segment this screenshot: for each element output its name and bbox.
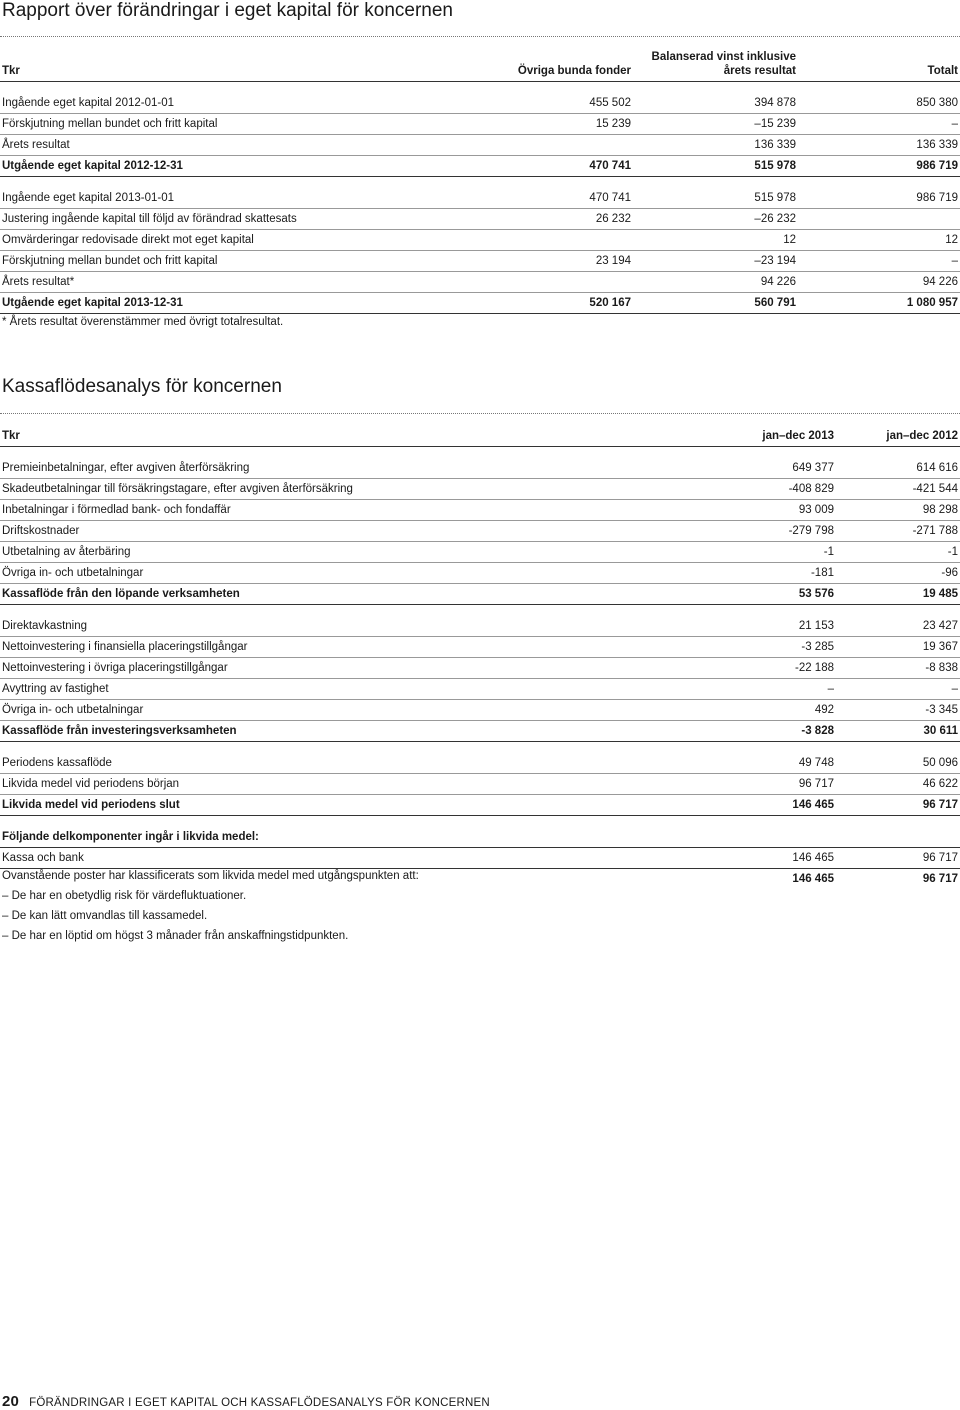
cashflow-note-item: – De har en löptid om högst 3 månader från anskaffningstidpunkten. bbox=[2, 930, 349, 942]
table-row bbox=[0, 563, 960, 584]
cashflow-header-col2: jan–dec 2012 bbox=[836, 426, 960, 447]
spacer-row bbox=[0, 742, 960, 754]
cell-value: 492 bbox=[600, 700, 836, 721]
row-label: Utbetalning av återbäring bbox=[0, 542, 600, 563]
row-label: Utgående eget kapital 2013-12-31 bbox=[0, 293, 470, 314]
cell-value: 136 339 bbox=[633, 135, 798, 156]
cell-value: 15 239 bbox=[470, 114, 633, 135]
cell-value: – bbox=[836, 679, 960, 700]
equity-header-col2 bbox=[633, 48, 798, 82]
cell-value: 96 717 bbox=[836, 848, 960, 869]
cell-value: 49 748 bbox=[600, 753, 836, 774]
row-label: Nettoinvestering i finansiella placeringstillgångar bbox=[0, 637, 600, 658]
table-row bbox=[0, 521, 960, 542]
row-label: Förskjutning mellan bundet och fritt kapital bbox=[0, 251, 470, 272]
row-label: Justering ingående kapital till följd av förändrad skattesats bbox=[0, 209, 470, 230]
cashflow-header-tkr: Tkr bbox=[0, 426, 600, 447]
cell-value: 96 717 bbox=[600, 774, 836, 795]
cell-value: 146 465 bbox=[600, 848, 836, 869]
cashflow-title: Kassaflödesanalys för koncernen bbox=[2, 376, 282, 397]
cashflow-note-item: – De har en obetydlig risk för värdefluktuationer. bbox=[2, 890, 247, 902]
row-label: Förskjutning mellan bundet och fritt kapital bbox=[0, 114, 470, 135]
cell-value: – bbox=[798, 251, 960, 272]
cell-value: 986 719 bbox=[798, 188, 960, 209]
equity-header-col3: Totalt bbox=[798, 48, 960, 82]
cell-value: 470 741 bbox=[470, 156, 633, 177]
cell-value: – bbox=[798, 114, 960, 135]
row-label: Ingående eget kapital 2013-01-01 bbox=[0, 188, 470, 209]
table-row bbox=[0, 500, 960, 521]
cell-value: 850 380 bbox=[798, 93, 960, 114]
cell-value: 98 298 bbox=[836, 500, 960, 521]
cell-value: 515 978 bbox=[633, 156, 798, 177]
equity-header-row bbox=[0, 48, 960, 82]
cell-value: -271 788 bbox=[836, 521, 960, 542]
row-label: Driftskostnader bbox=[0, 521, 600, 542]
row-label: Nettoinvestering i övriga placeringstillgångar bbox=[0, 658, 600, 679]
table-row-total bbox=[0, 156, 960, 177]
page-footer bbox=[2, 1393, 490, 1410]
cashflow-note-intro: Ovanstående poster har klassificerats som likvida medel med utgångspunkten att: bbox=[2, 870, 419, 882]
row-label: Periodens kassaflöde bbox=[0, 753, 600, 774]
cell-value: 50 096 bbox=[836, 753, 960, 774]
cell-value: 26 232 bbox=[470, 209, 633, 230]
row-label: Likvida medel vid periodens början bbox=[0, 774, 600, 795]
row-label: Årets resultat* bbox=[0, 272, 470, 293]
cell-value: – bbox=[600, 679, 836, 700]
table-row bbox=[0, 542, 960, 563]
cell-value: -3 828 bbox=[600, 721, 836, 742]
cell-value bbox=[470, 272, 633, 293]
cell-value: 30 611 bbox=[836, 721, 960, 742]
cell-value: 93 009 bbox=[600, 500, 836, 521]
cell-value: 146 465 bbox=[792, 873, 834, 885]
cashflow-header-row bbox=[0, 426, 960, 447]
table-row bbox=[0, 679, 960, 700]
row-label: Kassaflöde från investeringsverksamheten bbox=[0, 721, 600, 742]
cell-value: 649 377 bbox=[600, 458, 836, 479]
table-row-total bbox=[0, 795, 960, 816]
table-row bbox=[0, 135, 960, 156]
equity-header-tkr: Tkr bbox=[0, 48, 470, 82]
cell-value: 1 080 957 bbox=[798, 293, 960, 314]
table-row bbox=[0, 114, 960, 135]
cell-value: -1 bbox=[600, 542, 836, 563]
cell-value: 560 791 bbox=[633, 293, 798, 314]
table-row bbox=[0, 93, 960, 114]
cell-value bbox=[470, 135, 633, 156]
row-label: Premieinbetalningar, efter avgiven återförsäkring bbox=[0, 458, 600, 479]
equity-table bbox=[0, 48, 960, 314]
cell-value: 455 502 bbox=[470, 93, 633, 114]
equity-header-col1: Övriga bunda fonder bbox=[470, 48, 633, 82]
row-label: Övriga in- och utbetalningar bbox=[0, 700, 600, 721]
cell-value: –23 194 bbox=[633, 251, 798, 272]
cell-value: -1 bbox=[836, 542, 960, 563]
cell-value: -181 bbox=[600, 563, 836, 584]
cell-value: 96 717 bbox=[836, 795, 960, 816]
spacer-row bbox=[0, 82, 960, 94]
cell-value: -421 544 bbox=[836, 479, 960, 500]
table-row bbox=[0, 753, 960, 774]
cell-value: 614 616 bbox=[836, 458, 960, 479]
equity-header-col2-line2: årets resultat bbox=[723, 65, 796, 77]
components-title: Följande delkomponenter ingår i likvida medel: bbox=[0, 827, 600, 848]
cell-value: 394 878 bbox=[633, 93, 798, 114]
spacer-row bbox=[0, 447, 960, 459]
equity-title-divider bbox=[0, 36, 960, 37]
cell-value: 515 978 bbox=[633, 188, 798, 209]
spacer-row bbox=[0, 816, 960, 828]
table-row bbox=[0, 658, 960, 679]
row-label: Övriga in- och utbetalningar bbox=[0, 563, 600, 584]
table-row bbox=[0, 209, 960, 230]
row-label: Kassa och bank bbox=[0, 848, 600, 869]
cashflow-header-col1: jan–dec 2013 bbox=[600, 426, 836, 447]
table-row-total bbox=[0, 293, 960, 314]
cell-value: 19 367 bbox=[836, 637, 960, 658]
page-number: 20 bbox=[2, 1393, 20, 1410]
cell-value: 146 465 bbox=[600, 795, 836, 816]
cell-value: -408 829 bbox=[600, 479, 836, 500]
equity-footnote: * Årets resultat överenstämmer med övrigt totalresultat. bbox=[2, 316, 284, 328]
cell-value: 94 226 bbox=[798, 272, 960, 293]
cell-value bbox=[470, 230, 633, 251]
cell-value: 94 226 bbox=[633, 272, 798, 293]
table-row-total bbox=[0, 721, 960, 742]
table-row bbox=[0, 188, 960, 209]
components-title-row bbox=[0, 827, 960, 848]
row-label: Direktavkastning bbox=[0, 616, 600, 637]
cashflow-note-item: – De kan lätt omvandlas till kassamedel. bbox=[2, 910, 208, 922]
cell-value: 53 576 bbox=[600, 584, 836, 605]
table-row bbox=[0, 637, 960, 658]
cell-value: 986 719 bbox=[798, 156, 960, 177]
cell-value: 12 bbox=[798, 230, 960, 251]
cell-value: 470 741 bbox=[470, 188, 633, 209]
table-row bbox=[0, 774, 960, 795]
table-row-total bbox=[0, 584, 960, 605]
table-row bbox=[0, 700, 960, 721]
cell-value: 12 bbox=[633, 230, 798, 251]
cell-value: 96 717 bbox=[922, 873, 958, 885]
cell-value: –15 239 bbox=[633, 114, 798, 135]
row-label: Kassaflöde från den löpande verksamheten bbox=[0, 584, 600, 605]
table-row bbox=[0, 272, 960, 293]
cell-value: 46 622 bbox=[836, 774, 960, 795]
row-label: Utgående eget kapital 2012-12-31 bbox=[0, 156, 470, 177]
cell-value: -22 188 bbox=[600, 658, 836, 679]
row-label: Årets resultat bbox=[0, 135, 470, 156]
cell-value: 23 427 bbox=[836, 616, 960, 637]
cell-value: –26 232 bbox=[633, 209, 798, 230]
row-label: Skadeutbetalningar till försäkringstagare, efter avgiven återförsäkring bbox=[0, 479, 600, 500]
row-label: Likvida medel vid periodens slut bbox=[0, 795, 600, 816]
spacer-row bbox=[0, 177, 960, 189]
table-row bbox=[0, 230, 960, 251]
table-row bbox=[0, 251, 960, 272]
spacer-row bbox=[0, 605, 960, 617]
row-label: Avyttring av fastighet bbox=[0, 679, 600, 700]
equity-header-col2-line1: Balanserad vinst inklusive bbox=[651, 51, 796, 63]
cell-value bbox=[798, 209, 960, 230]
cell-value: -3 285 bbox=[600, 637, 836, 658]
cell-value: 136 339 bbox=[798, 135, 960, 156]
row-label: Inbetalningar i förmedlad bank- och fondaffär bbox=[0, 500, 600, 521]
table-row bbox=[0, 458, 960, 479]
cell-value: 19 485 bbox=[836, 584, 960, 605]
row-label: Omvärderingar redovisade direkt mot eget kapital bbox=[0, 230, 470, 251]
footer-text: FÖRÄNDRINGAR I EGET KAPITAL OCH KASSAFLÖDESANALYS FÖR KONCERNEN bbox=[29, 1397, 490, 1409]
cashflow-title-divider bbox=[0, 413, 960, 414]
table-row bbox=[0, 616, 960, 637]
cell-value: -8 838 bbox=[836, 658, 960, 679]
cell-value: 520 167 bbox=[470, 293, 633, 314]
cell-value: -279 798 bbox=[600, 521, 836, 542]
cell-value: 21 153 bbox=[600, 616, 836, 637]
table-row bbox=[0, 479, 960, 500]
row-label: Ingående eget kapital 2012-01-01 bbox=[0, 93, 470, 114]
cell-value: 23 194 bbox=[470, 251, 633, 272]
cashflow-table bbox=[0, 426, 960, 889]
cell-value: -3 345 bbox=[836, 700, 960, 721]
equity-title: Rapport över förändringar i eget kapital för koncernen bbox=[2, 0, 453, 21]
cell-value: -96 bbox=[836, 563, 960, 584]
